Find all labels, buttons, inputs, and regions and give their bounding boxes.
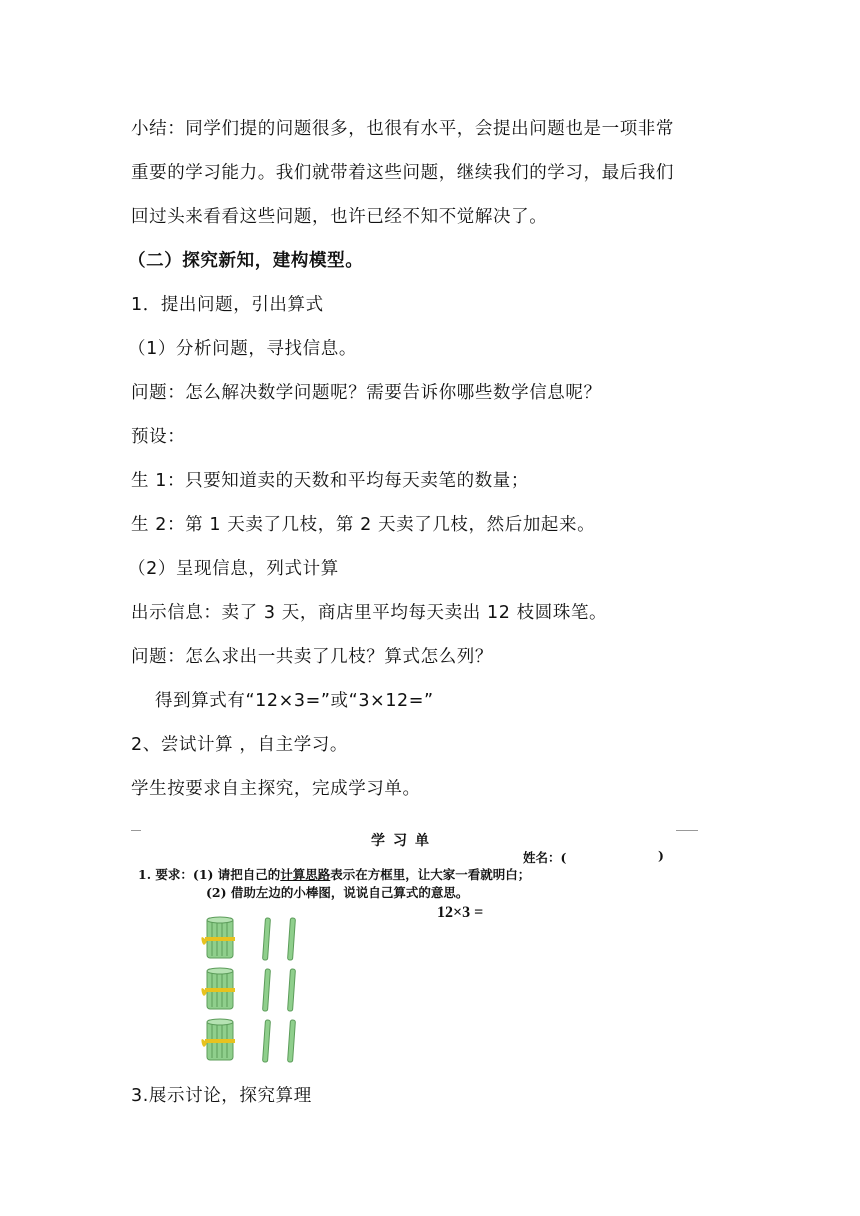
step-3-heading: 3.展示讨论，探究算理 bbox=[131, 1086, 312, 1106]
corner-mark-right bbox=[676, 830, 698, 831]
step-1-1-heading: （1）分析问题，寻找信息。 bbox=[128, 339, 357, 359]
step-1-2-heading: （2）呈现信息，列式计算 bbox=[128, 559, 339, 579]
worksheet-figure bbox=[131, 824, 701, 1074]
student-1-answer: 生 1：只要知道卖的天数和平均每天卖笔的数量； bbox=[131, 471, 529, 491]
formula-line: 得到算式有“12×3=”或“3×12=” bbox=[155, 691, 434, 711]
line-summary-1: 小结：同学们提的问题很多，也很有水平，会提出问题也是一项非常 bbox=[131, 119, 674, 139]
requirement-1-prefix: 1. 要求：(1) 请把自己的 bbox=[138, 867, 281, 882]
question-2: 问题：怎么求出一共卖了几枝？算式怎么列？ bbox=[131, 647, 493, 667]
stick-bundle-illustration bbox=[189, 912, 329, 1072]
row-3 bbox=[201, 1019, 295, 1062]
equation: 12×3 = bbox=[437, 904, 484, 921]
name-label: 姓名：( bbox=[523, 850, 567, 865]
step-2-heading: 2、尝试计算 ，自主学习。 bbox=[131, 735, 348, 755]
requirement-2: (2) 借助左边的小棒图，说说自己算式的意思。 bbox=[206, 885, 469, 900]
corner-mark-left bbox=[131, 830, 141, 831]
line-summary-2: 重要的学习能力。我们就带着这些问题，继续我们的学习，最后我们 bbox=[131, 163, 674, 183]
line-summary-3: 回过头来看看这些问题，也许已经不知不觉解决了。 bbox=[131, 207, 548, 227]
question-1: 问题：怎么解决数学问题呢？需要告诉你哪些数学信息呢？ bbox=[131, 383, 602, 403]
requirement-1-underlined: 计算思路 bbox=[280, 867, 331, 882]
worksheet-title: 学习单 bbox=[371, 833, 437, 849]
preset-label: 预设： bbox=[131, 427, 186, 447]
student-2-answer: 生 2：第 1 天卖了几枝，第 2 天卖了几枝，然后加起来。 bbox=[131, 515, 596, 535]
section-heading: （二）探究新知，建构模型。 bbox=[128, 251, 364, 271]
row-2 bbox=[201, 968, 295, 1011]
requirement-1-suffix: 表示在方框里，让大家一看就明白； bbox=[330, 867, 531, 882]
requirement-1 bbox=[138, 865, 530, 883]
row-1 bbox=[201, 917, 295, 960]
student-instruction: 学生按要求自主探究，完成学习单。 bbox=[131, 779, 421, 799]
step-1-heading: 1．提出问题，引出算式 bbox=[131, 295, 324, 315]
info-shown: 出示信息：卖了 3 天，商店里平均每天卖出 12 枝圆珠笔。 bbox=[131, 603, 608, 623]
name-close: ) bbox=[658, 848, 664, 863]
